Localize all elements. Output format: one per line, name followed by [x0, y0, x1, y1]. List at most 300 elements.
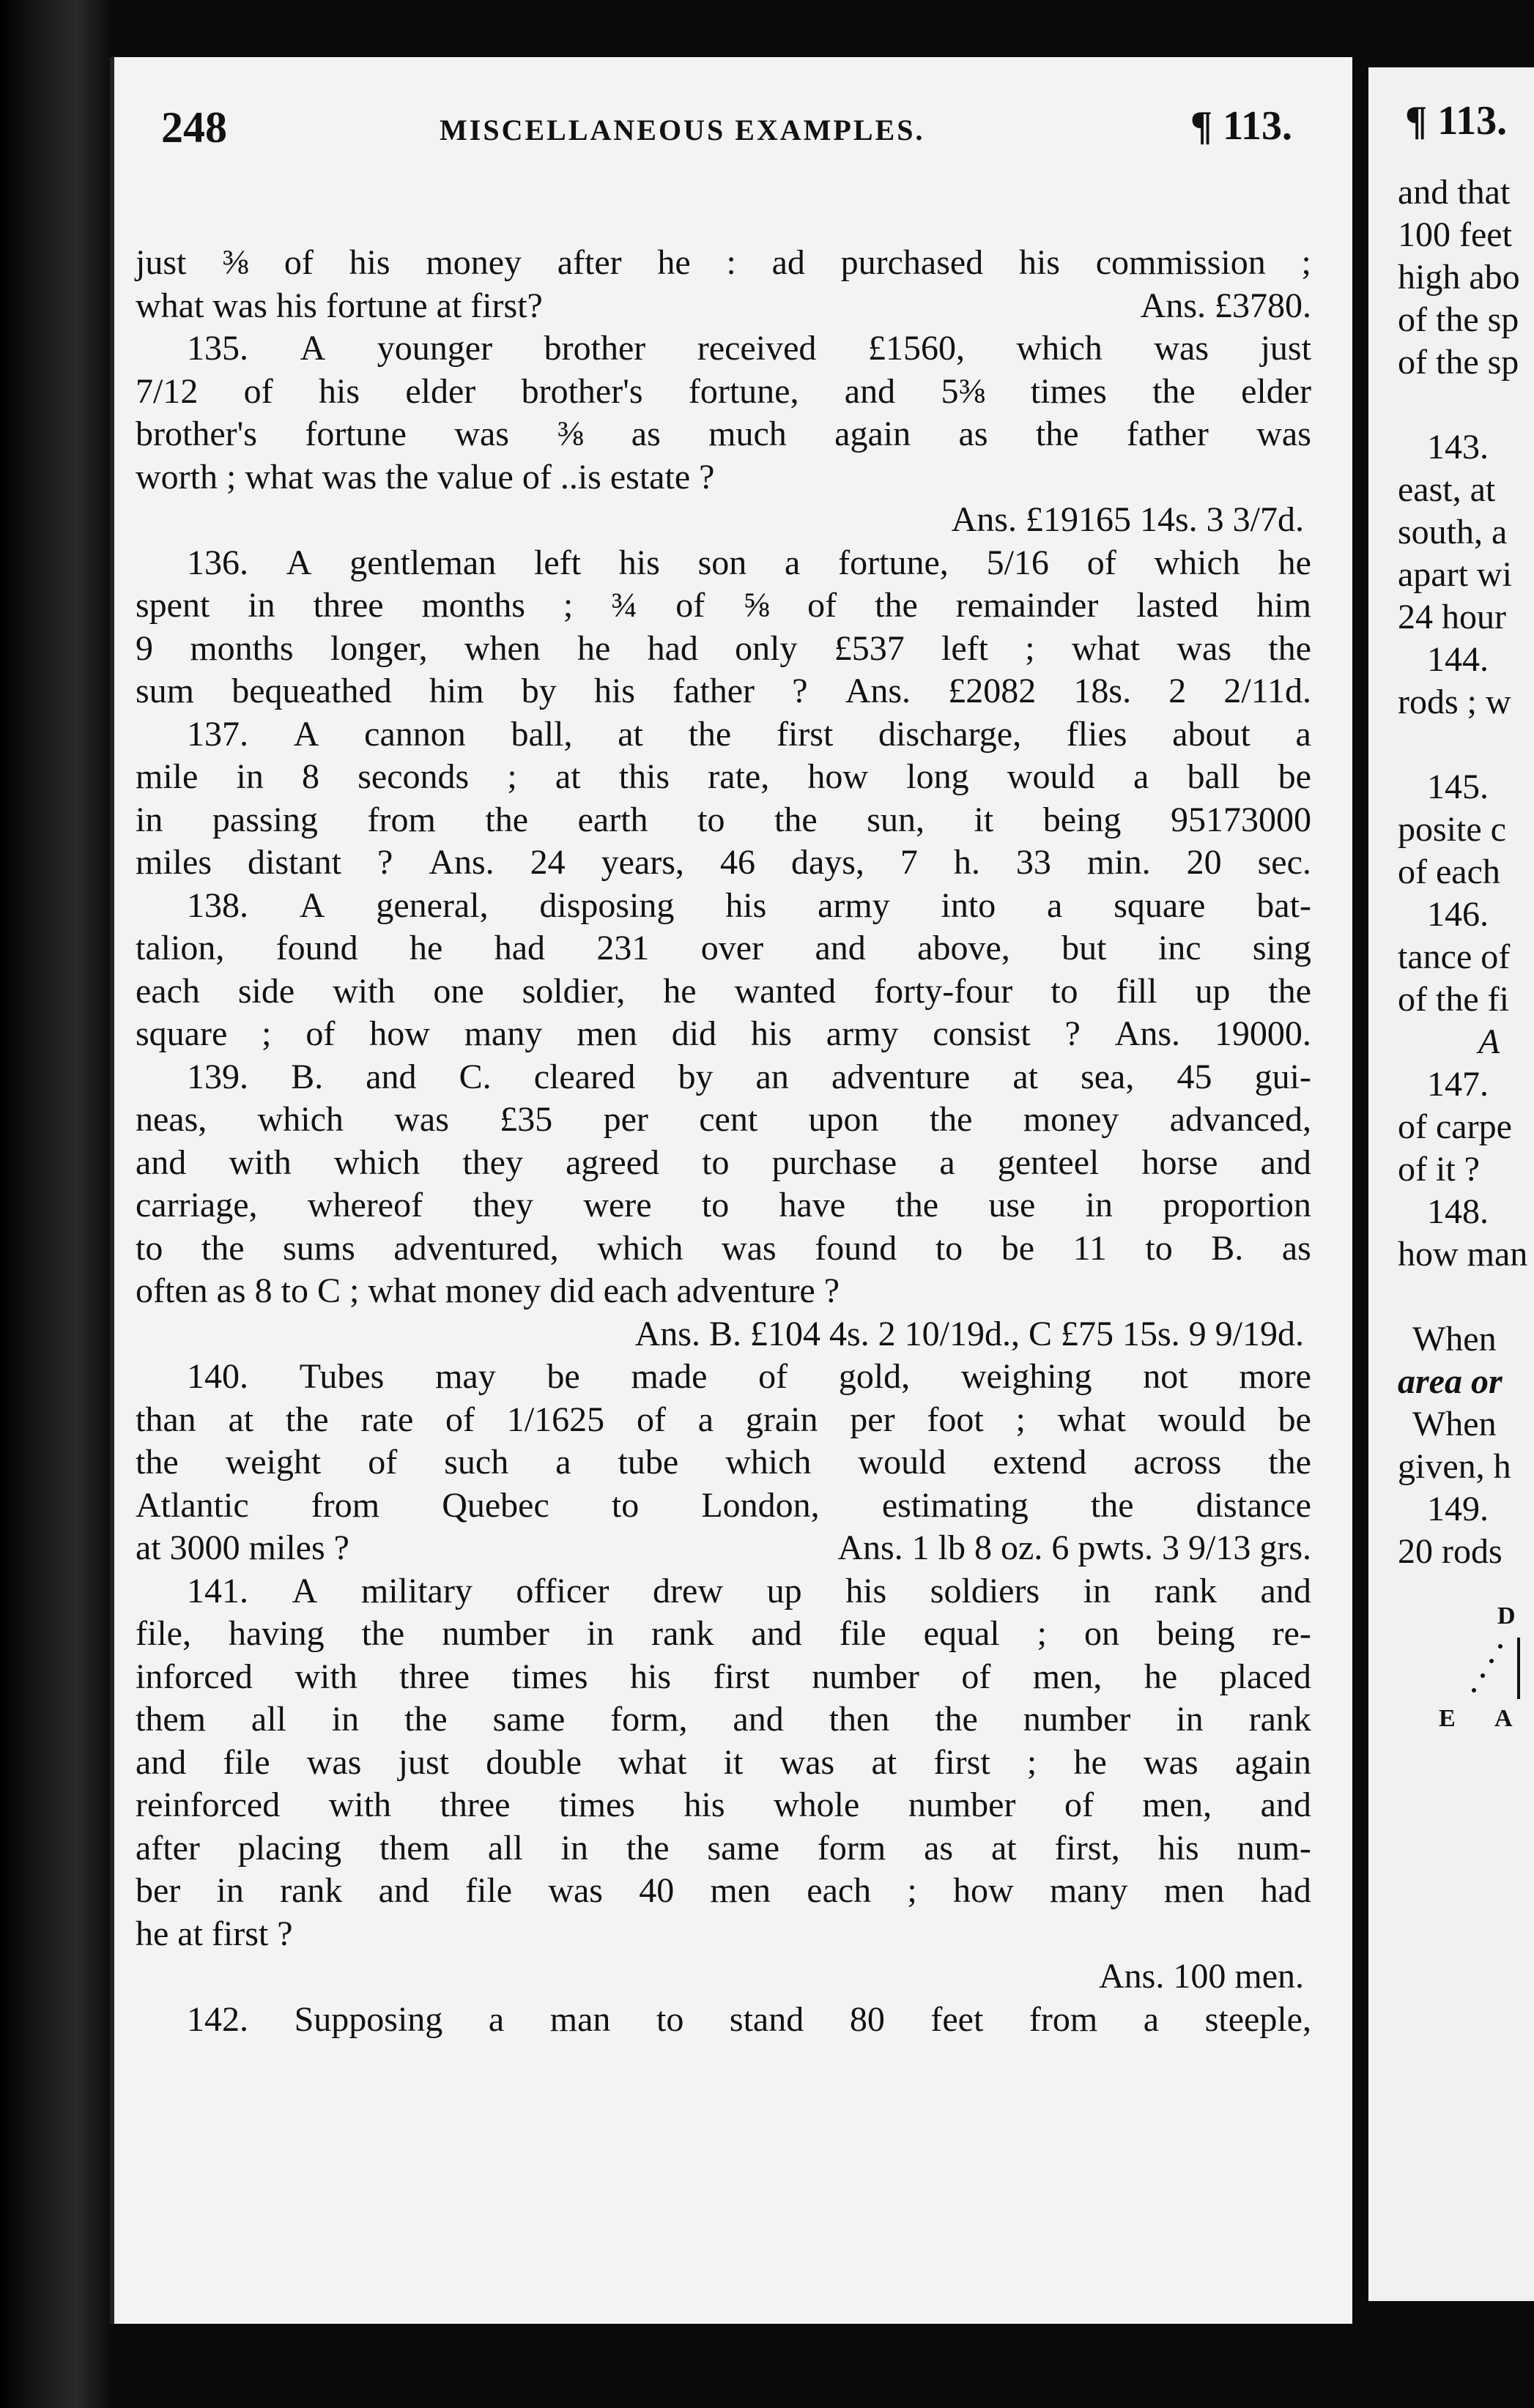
word: 11 [1072, 1228, 1107, 1268]
word: use [988, 1186, 1036, 1225]
word: many [464, 1014, 543, 1053]
word: and [366, 1057, 417, 1096]
word: of [305, 1014, 336, 1053]
word: by [521, 672, 557, 710]
word: tube [618, 1443, 679, 1482]
word: ; [1037, 1614, 1047, 1653]
word: to [702, 1142, 730, 1182]
text-line [136, 584, 1311, 628]
book-spine [0, 0, 110, 2408]
word: long [906, 757, 969, 796]
word: flies [1066, 714, 1127, 754]
word: which [1016, 329, 1103, 368]
word: 24 [530, 843, 566, 882]
word: inc [1157, 929, 1201, 967]
text-line [136, 628, 1311, 671]
word: which [257, 1100, 344, 1139]
word: horse [1141, 1142, 1218, 1182]
word: it [974, 800, 994, 839]
word: ? [1064, 1014, 1081, 1053]
word: many [1049, 1871, 1128, 1910]
word: file [223, 1742, 270, 1782]
right-text-line: 24 hour [1398, 598, 1506, 636]
word: extend [993, 1443, 1087, 1482]
word: of [636, 1400, 666, 1439]
word: the [361, 1614, 405, 1653]
word: 135. [187, 329, 248, 368]
word: months [190, 628, 294, 668]
text-line [136, 841, 1311, 885]
word: as [958, 415, 988, 453]
word: ⅜ [222, 243, 249, 282]
word: B. [291, 1057, 324, 1096]
word: at [618, 714, 643, 754]
text-line [136, 1613, 1311, 1656]
right-page [1368, 67, 1534, 2301]
word: which [333, 1142, 420, 1182]
word: three [399, 1657, 470, 1696]
word: elder [1241, 371, 1311, 411]
text-line [136, 756, 1311, 799]
text-line [136, 456, 1311, 499]
word: stand [729, 1999, 804, 2039]
word: by [678, 1057, 714, 1096]
word: they [473, 1186, 534, 1225]
text-line [136, 542, 1311, 585]
word: the [875, 586, 918, 625]
word: ⅜ [557, 415, 584, 453]
right-text-line: When [1412, 1320, 1497, 1359]
word: A [293, 714, 319, 754]
right-text-line: A [1478, 1022, 1500, 1061]
word: spent [136, 586, 210, 625]
word: 137. [187, 714, 248, 754]
word: and [733, 1700, 784, 1739]
word: soldier, [522, 971, 626, 1011]
word: of [675, 586, 705, 625]
word: gentleman [349, 543, 497, 582]
word: years, [601, 843, 684, 882]
word: 33 [1015, 843, 1051, 882]
word: A [286, 543, 312, 582]
answer-text: Ans. 100 men. [1099, 1957, 1304, 1996]
answer-text: Ans. 1 lb 8 oz. 6 pwts. 3 9/13 grs. [837, 1528, 1311, 1567]
body-text [136, 242, 1311, 2041]
word: same [707, 1828, 780, 1868]
word: had [494, 929, 546, 967]
word: 2/11d. [1223, 672, 1311, 710]
word: at [990, 1828, 1017, 1868]
right-text-line: area or [1398, 1362, 1502, 1401]
word: all [251, 1700, 286, 1739]
word: from [367, 800, 436, 839]
word: the [485, 800, 529, 839]
word: gui- [1254, 1057, 1311, 1096]
text-line [136, 1698, 1311, 1742]
word: men, [1032, 1657, 1103, 1696]
word: a [1047, 885, 1063, 925]
word: in [1176, 1700, 1204, 1739]
word: then [829, 1700, 890, 1739]
word: was [1154, 329, 1209, 368]
word: A [300, 329, 326, 368]
word: bat- [1256, 885, 1311, 925]
text-line [136, 1527, 1311, 1570]
word: of [445, 1400, 475, 1439]
word: being [1042, 800, 1122, 839]
right-text-line: high abo [1398, 258, 1520, 297]
word: num- [1237, 1828, 1311, 1868]
word: and [751, 1614, 802, 1653]
word: was [1177, 628, 1232, 668]
word: was [1144, 1742, 1198, 1782]
word: neas, [136, 1100, 207, 1139]
word: inforced [136, 1657, 253, 1696]
word: up [1195, 971, 1231, 1011]
word: when [464, 628, 541, 668]
word: the [935, 1700, 978, 1739]
right-text-line: 146. [1427, 895, 1489, 934]
word: distant [248, 843, 341, 882]
word: man [549, 1999, 611, 2039]
word: over [700, 929, 764, 967]
word: 2 [1168, 672, 1187, 710]
word: whole [774, 1785, 860, 1824]
word: Quebec [442, 1485, 549, 1525]
word: fortune, [688, 371, 799, 411]
word: sum [136, 672, 195, 710]
text-line [136, 327, 1311, 371]
right-text-line: how man [1398, 1235, 1528, 1274]
word: ; [1015, 1400, 1026, 1439]
word: first [713, 1657, 770, 1696]
word: £537 [834, 628, 905, 668]
word: the [1268, 628, 1311, 668]
word: had [647, 628, 698, 668]
word: first, [1054, 1828, 1120, 1868]
word: of [284, 243, 314, 282]
word: son [697, 543, 747, 582]
word: weighing [960, 1357, 1092, 1396]
word: 20 [1186, 843, 1222, 882]
text-line [136, 713, 1311, 757]
word: he [410, 929, 443, 967]
word: which [1154, 543, 1240, 582]
word: elder [405, 371, 476, 411]
word: all [487, 1828, 523, 1868]
right-text-line: of the sp [1398, 343, 1519, 382]
word: was [306, 1742, 362, 1782]
text-line [136, 1484, 1311, 1528]
word: across [1133, 1443, 1222, 1482]
word: 140. [187, 1357, 248, 1396]
word: not [1143, 1357, 1188, 1396]
word: times [511, 1657, 588, 1696]
word: purchase [771, 1142, 897, 1182]
word: how [369, 1014, 430, 1053]
right-text-line: of the sp [1398, 300, 1519, 339]
diagram-figure [1412, 1632, 1534, 1705]
word: B. [1211, 1228, 1244, 1268]
word: sing [1252, 929, 1311, 967]
word: to [935, 1228, 963, 1268]
word: ; [563, 586, 574, 625]
word: them [136, 1700, 206, 1739]
answer-text: Ans. B. £104 4s. 2 10/19d., C £75 15s. 9 9/19d. [634, 1314, 1304, 1353]
word: h. [953, 843, 980, 882]
word: distance [1196, 1485, 1311, 1525]
word: sea, [1081, 1057, 1135, 1096]
right-text-line: rods ; w [1398, 683, 1511, 721]
word: min. [1086, 843, 1151, 882]
right-text-line [1368, 384, 1534, 426]
word: found [275, 929, 358, 967]
right-page-text [1368, 171, 1534, 1573]
word: again [1234, 1742, 1311, 1782]
word: agreed [566, 1142, 660, 1182]
word: ? [792, 672, 808, 710]
word: after [557, 243, 622, 282]
word: his [1157, 1828, 1199, 1868]
word: in [236, 757, 264, 796]
right-text-line: given, h [1398, 1447, 1511, 1486]
word: number [442, 1614, 549, 1653]
word: of [1064, 1785, 1094, 1824]
word: square [1114, 885, 1206, 925]
word: as [924, 1828, 954, 1868]
word: him [429, 672, 484, 710]
word: ; [1025, 628, 1035, 668]
word: ¾ [611, 586, 638, 625]
word: and [1260, 1571, 1311, 1610]
word: ; [262, 1014, 272, 1053]
word: 7 [900, 843, 918, 882]
word: one [433, 971, 484, 1011]
page-header [0, 103, 1534, 161]
word: feet [930, 1999, 984, 2039]
word: 46 [719, 843, 755, 882]
word: which [597, 1228, 683, 1268]
word: father [672, 672, 755, 710]
word: soldiers [930, 1571, 1040, 1610]
text-line [136, 970, 1311, 1014]
word: be [1001, 1228, 1035, 1268]
word: rate, [708, 757, 770, 796]
word: ; [907, 1871, 917, 1910]
word: rank [280, 1871, 343, 1910]
word: ball [1187, 757, 1240, 796]
word: a [939, 1142, 955, 1182]
word: the [201, 1228, 245, 1268]
word: £1560, [867, 329, 965, 368]
section-mark: ¶ 113. [1190, 103, 1292, 149]
word: being [1156, 1614, 1235, 1653]
word: days, [790, 843, 864, 882]
word: men [710, 1871, 771, 1910]
right-text-line: of it ? [1398, 1150, 1480, 1189]
word: consist [933, 1014, 1031, 1053]
word: in [136, 800, 163, 839]
word: above, [917, 929, 1010, 967]
word: and [378, 1871, 429, 1910]
text-line [136, 799, 1311, 842]
right-text-line: 145. [1427, 768, 1489, 806]
word: ⅝ [743, 586, 770, 625]
word: same [492, 1700, 566, 1739]
text-line [136, 885, 1311, 928]
word: men [1163, 1871, 1225, 1910]
word: Ans. [429, 843, 494, 882]
word: the [895, 1186, 939, 1225]
right-text-line: apart wi [1398, 555, 1512, 594]
word: to [656, 1999, 684, 2039]
word: of [758, 1357, 788, 1396]
word: Supposing [294, 1999, 443, 2039]
word: : [726, 243, 736, 282]
word: 231 [596, 929, 650, 967]
right-text-line: south, a [1398, 513, 1508, 551]
word: adventured, [393, 1228, 559, 1268]
word: into [941, 885, 996, 925]
text-line [136, 1656, 1311, 1699]
word: army [826, 1014, 899, 1053]
word: rate [360, 1400, 414, 1439]
word: number [812, 1657, 919, 1696]
word: younger [377, 329, 493, 368]
line-text: at 3000 miles ? [136, 1528, 349, 1567]
word: army [818, 885, 890, 925]
word: 5⅜ [941, 371, 985, 411]
word: at [555, 757, 581, 796]
right-text-line: and that [1398, 173, 1511, 212]
word: made [631, 1357, 708, 1396]
word: whereof [307, 1186, 423, 1225]
word: just [398, 1742, 449, 1782]
word: a [555, 1443, 571, 1482]
diagram-label-a: A [1494, 1705, 1513, 1732]
word: this [618, 757, 670, 796]
word: passing [212, 800, 318, 839]
word: had [1260, 1871, 1311, 1910]
word: lasted [1136, 586, 1219, 625]
word: be [546, 1357, 580, 1396]
word: and [1260, 1785, 1311, 1824]
word: £35 [500, 1100, 553, 1139]
word: equal [923, 1614, 1000, 1653]
word: ; [1026, 1742, 1037, 1782]
word: 1/1625 [506, 1400, 605, 1439]
word: a [1295, 714, 1311, 754]
word: men [577, 1014, 637, 1053]
word: with [229, 1142, 292, 1182]
word: mile [136, 757, 199, 796]
word: ; [507, 757, 517, 796]
word: the [1152, 371, 1196, 411]
word: him [1256, 586, 1311, 625]
word: be [1278, 1400, 1311, 1439]
right-text-line: of the fi [1398, 980, 1509, 1019]
word: he [657, 243, 691, 282]
word: commission [1095, 243, 1266, 282]
word: discharge, [878, 714, 1022, 754]
word: after [136, 1828, 200, 1868]
right-text-line: 20 rods [1398, 1532, 1502, 1571]
word: first [933, 1742, 990, 1782]
word: miles [136, 843, 212, 882]
text-line [136, 1742, 1311, 1785]
word: left [533, 543, 581, 582]
word: just [1260, 329, 1311, 368]
word: three [313, 586, 384, 625]
word: about [1172, 714, 1250, 754]
answer-text: Ans. £3780. [1140, 286, 1311, 325]
line-text: worth ; what was the value of ..is estate ? [136, 457, 715, 497]
word: in [560, 1828, 589, 1868]
word: a [785, 543, 801, 582]
word: sums [283, 1228, 355, 1268]
text-line [136, 1056, 1311, 1099]
word: he [577, 628, 611, 668]
word: 5/16 [986, 543, 1049, 582]
word: brother's [521, 371, 643, 411]
word: to [1145, 1228, 1173, 1268]
word: side [237, 971, 295, 1011]
word: was [548, 1871, 603, 1910]
word: of [1086, 543, 1116, 582]
text-line [136, 1013, 1311, 1056]
word: the [688, 714, 732, 754]
word: was [394, 1100, 449, 1139]
text-line [136, 413, 1311, 456]
word: was [454, 415, 509, 453]
word: C. [459, 1057, 492, 1096]
word: genteel [997, 1142, 1100, 1182]
word: they [462, 1142, 523, 1182]
word: reinforced [136, 1785, 281, 1824]
right-text-line: tance of [1398, 937, 1511, 976]
word: brother's [136, 415, 257, 453]
text-line [136, 1184, 1311, 1227]
word: his [318, 371, 360, 411]
word: what [1071, 628, 1141, 668]
word: general, [376, 885, 489, 925]
word: having [228, 1614, 325, 1653]
word: money [1023, 1100, 1119, 1139]
diagram-label-d: D [1497, 1602, 1516, 1630]
right-section-mark: ¶ 113. [1405, 98, 1508, 144]
word: a [488, 1999, 505, 2039]
page-number: 248 [161, 103, 227, 152]
word: times [1030, 371, 1107, 411]
word: fortune [305, 415, 407, 453]
word: the [774, 800, 818, 839]
word: file [839, 1614, 886, 1653]
word: may [435, 1357, 496, 1396]
word: was [779, 1742, 835, 1782]
word: with [294, 1657, 357, 1696]
word: his [618, 543, 660, 582]
word: what [1057, 1400, 1126, 1439]
word: with [328, 1785, 392, 1824]
word: money [426, 243, 522, 282]
line-text: often as 8 to C ; what money did each adventure ? [136, 1271, 840, 1310]
word: rank [1248, 1700, 1311, 1739]
word: 18s. [1073, 672, 1132, 710]
word: bequeathed [231, 672, 392, 710]
word: first [776, 714, 834, 754]
word: father [1126, 415, 1209, 453]
word: 138. [187, 885, 248, 925]
